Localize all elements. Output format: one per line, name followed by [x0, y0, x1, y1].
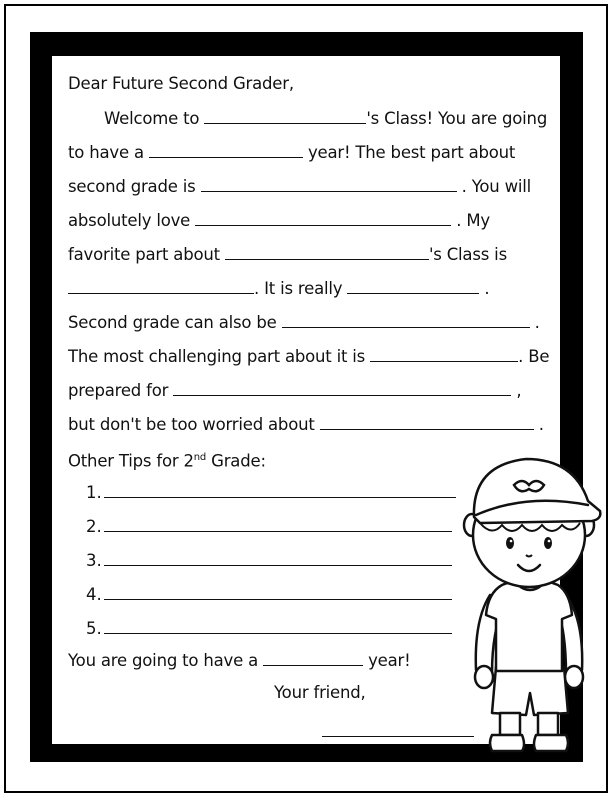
blank-teacher-name[interactable] — [204, 108, 366, 124]
tip-line-3: 3. — [86, 550, 452, 571]
letter-line-10: but don't be too worried about . — [68, 415, 544, 434]
blank-love[interactable] — [195, 210, 451, 226]
closing-line: You are going to have a year! — [68, 651, 411, 670]
tip-blank-2[interactable] — [104, 516, 452, 532]
tip-line-1: 1. — [86, 482, 456, 503]
blank-prepared-for[interactable] — [173, 380, 511, 396]
blank-worried-about[interactable] — [320, 414, 534, 430]
tip-line-2: 2. — [86, 516, 452, 537]
letter-line-4: absolutely love . My — [68, 211, 490, 230]
blank-teacher-name-2[interactable] — [225, 244, 429, 260]
tip-blank-1[interactable] — [104, 482, 456, 498]
tip-blank-5[interactable] — [104, 618, 452, 634]
salutation: Dear Future Second Grader, — [68, 74, 294, 93]
letter-line-2: to have a year! The best part about — [68, 143, 516, 162]
blank-challenging[interactable] — [370, 346, 518, 362]
tip-blank-3[interactable] — [104, 550, 452, 566]
letter-line-9: prepared for , — [68, 381, 522, 400]
tip-blank-4[interactable] — [104, 584, 452, 600]
blank-closing-year[interactable] — [263, 650, 363, 666]
signature-blank[interactable] — [322, 720, 474, 737]
blank-can-be[interactable] — [282, 312, 530, 328]
tip-line-5: 5. — [86, 618, 452, 639]
blank-favorite-part[interactable] — [68, 278, 254, 294]
blank-year-adjective[interactable] — [149, 142, 303, 158]
boy-with-cap-icon — [462, 445, 604, 760]
tip-line-4: 4. — [86, 584, 452, 605]
letter-line-7: Second grade can also be . — [68, 313, 540, 332]
blank-best-part[interactable] — [201, 176, 457, 192]
letter-line-5: favorite part about 's Class is — [68, 245, 507, 264]
letter-line-8: The most challenging part about it is . Be — [68, 347, 550, 366]
signoff: Your friend, — [274, 683, 366, 702]
letter-line-3: second grade is . You will — [68, 177, 532, 196]
tips-heading: Other Tips for 2nd Grade: — [68, 451, 266, 471]
letter-line-1: Welcome to 's Class! You are going — [104, 109, 548, 128]
blank-really[interactable] — [347, 278, 479, 294]
letter-line-6: . It is really . — [68, 278, 489, 299]
